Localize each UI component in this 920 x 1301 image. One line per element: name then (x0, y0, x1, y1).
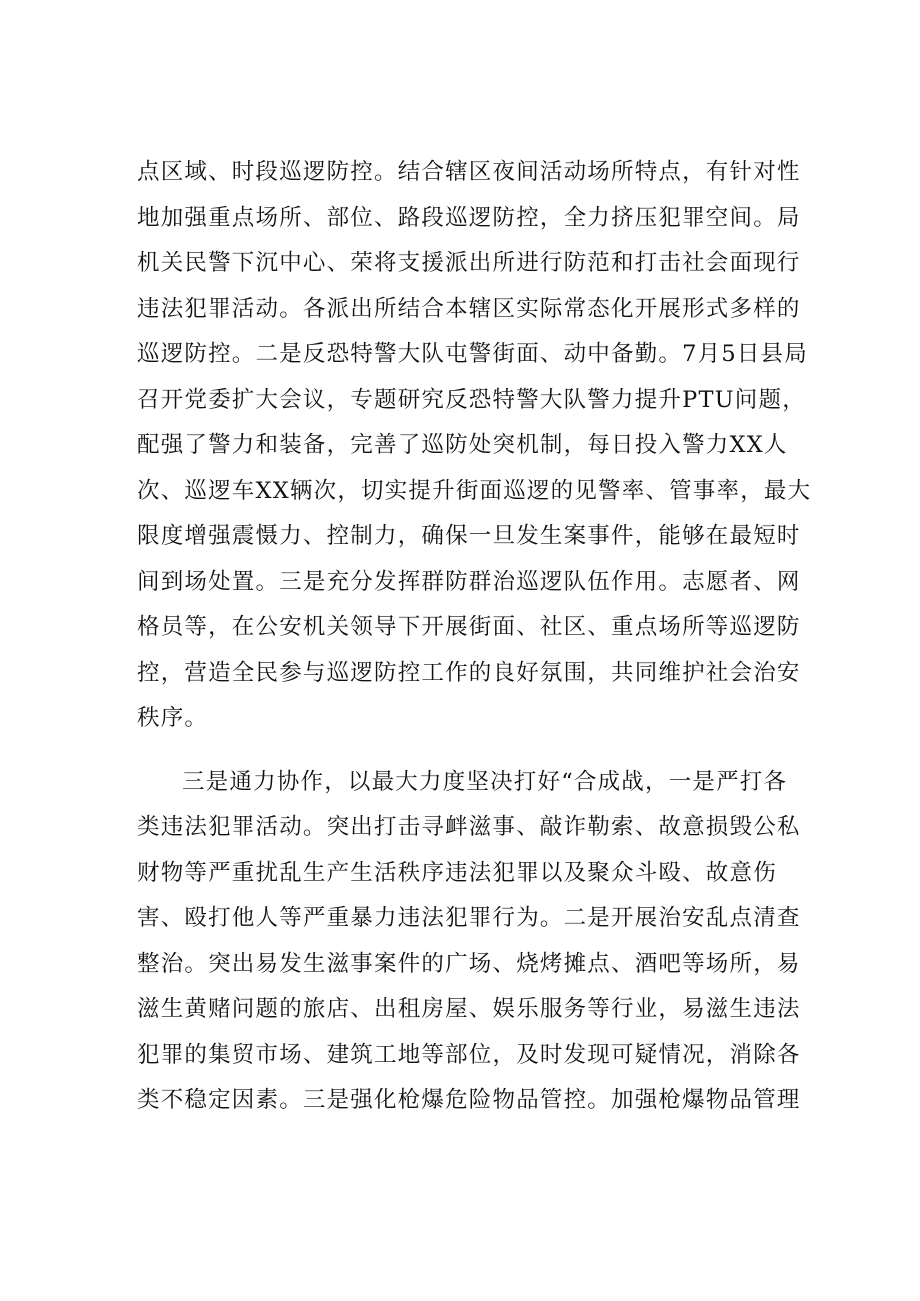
text-line: 巡逻防控。二是反恐特警大队屯警街面、动中备勤。7月5日县局 (137, 341, 808, 367)
text-line: 财物等严重扰乱生产生活秩序违法犯罪以及聚众斗殴、故意伤 (137, 859, 777, 886)
paragraph-gap (137, 742, 785, 760)
text-line: 格员等，在公安机关领导下开展街面、社区、重点场所等巡逻防 (137, 614, 801, 640)
text-line: 害、殴打他人等严重暴力违法犯罪行为。二是开展治安乱点清查 (137, 905, 801, 931)
text-line: 违法犯罪活动。各派出所结合本辖区实际常态化开展形式多样的 (137, 295, 801, 322)
paragraph-patrol-control (137, 150, 812, 742)
text-line: 三是通力协作，以最大力度坚决打好“合成战，一是严打各 (182, 768, 788, 795)
text-line: 地加强重点场所、部位、路段巡逻防控，全力挤压犯罪空间。局 (137, 204, 801, 231)
document-body (137, 150, 812, 1124)
text-line: 点区域、时段巡逻防控。结合辖区夜间活动场所特点，有针对性 (137, 159, 801, 185)
text-line: 机关民警下沉中心、荣将支援派出所进行防范和打击社会面现行 (137, 250, 801, 276)
text-line: 秩序。 (137, 705, 209, 731)
paragraph-joint-operations (137, 760, 801, 1124)
text-line: 类不稳定因素。三是强化枪爆危险物品管控。加强枪爆物品管理 (137, 1087, 801, 1113)
text-line: 次、巡逻车XX辆次，切实提升街面巡逻的见警率、管事率，最大 (137, 477, 812, 504)
text-line: 控，营造全民参与巡逻防控工作的良好氛围，共同维护社会治安 (137, 659, 801, 686)
text-line: 间到场处置。三是充分发挥群防群治巡逻队伍作用。志愿者、网 (137, 568, 801, 595)
text-line: 滋生黄赌问题的旅店、出租房屋、娱乐服务等行业，易滋生违法 (137, 996, 801, 1022)
text-line: 类违法犯罪活动。突出打击寻衅滋事、敲诈勒索、故意损毁公私 (137, 814, 801, 840)
text-line: 限度增强震慑力、控制力，确保一旦发生案事件，能够在最短时 (137, 523, 801, 549)
text-line: 犯罪的集贸市场、建筑工地等部位，及时发现可疑情况，消除各 (137, 1041, 801, 1068)
text-line: 召开党委扩大会议，专题研究反恐特警大队警力提升PTU问题， (137, 386, 806, 413)
text-line: 配强了警力和装备，完善了巡防处突机制，每日投入警力XX人 (137, 432, 788, 458)
text-line: 整治。突出易发生滋事案件的广场、烧烤摊点、酒吧等场所，易 (137, 950, 801, 977)
